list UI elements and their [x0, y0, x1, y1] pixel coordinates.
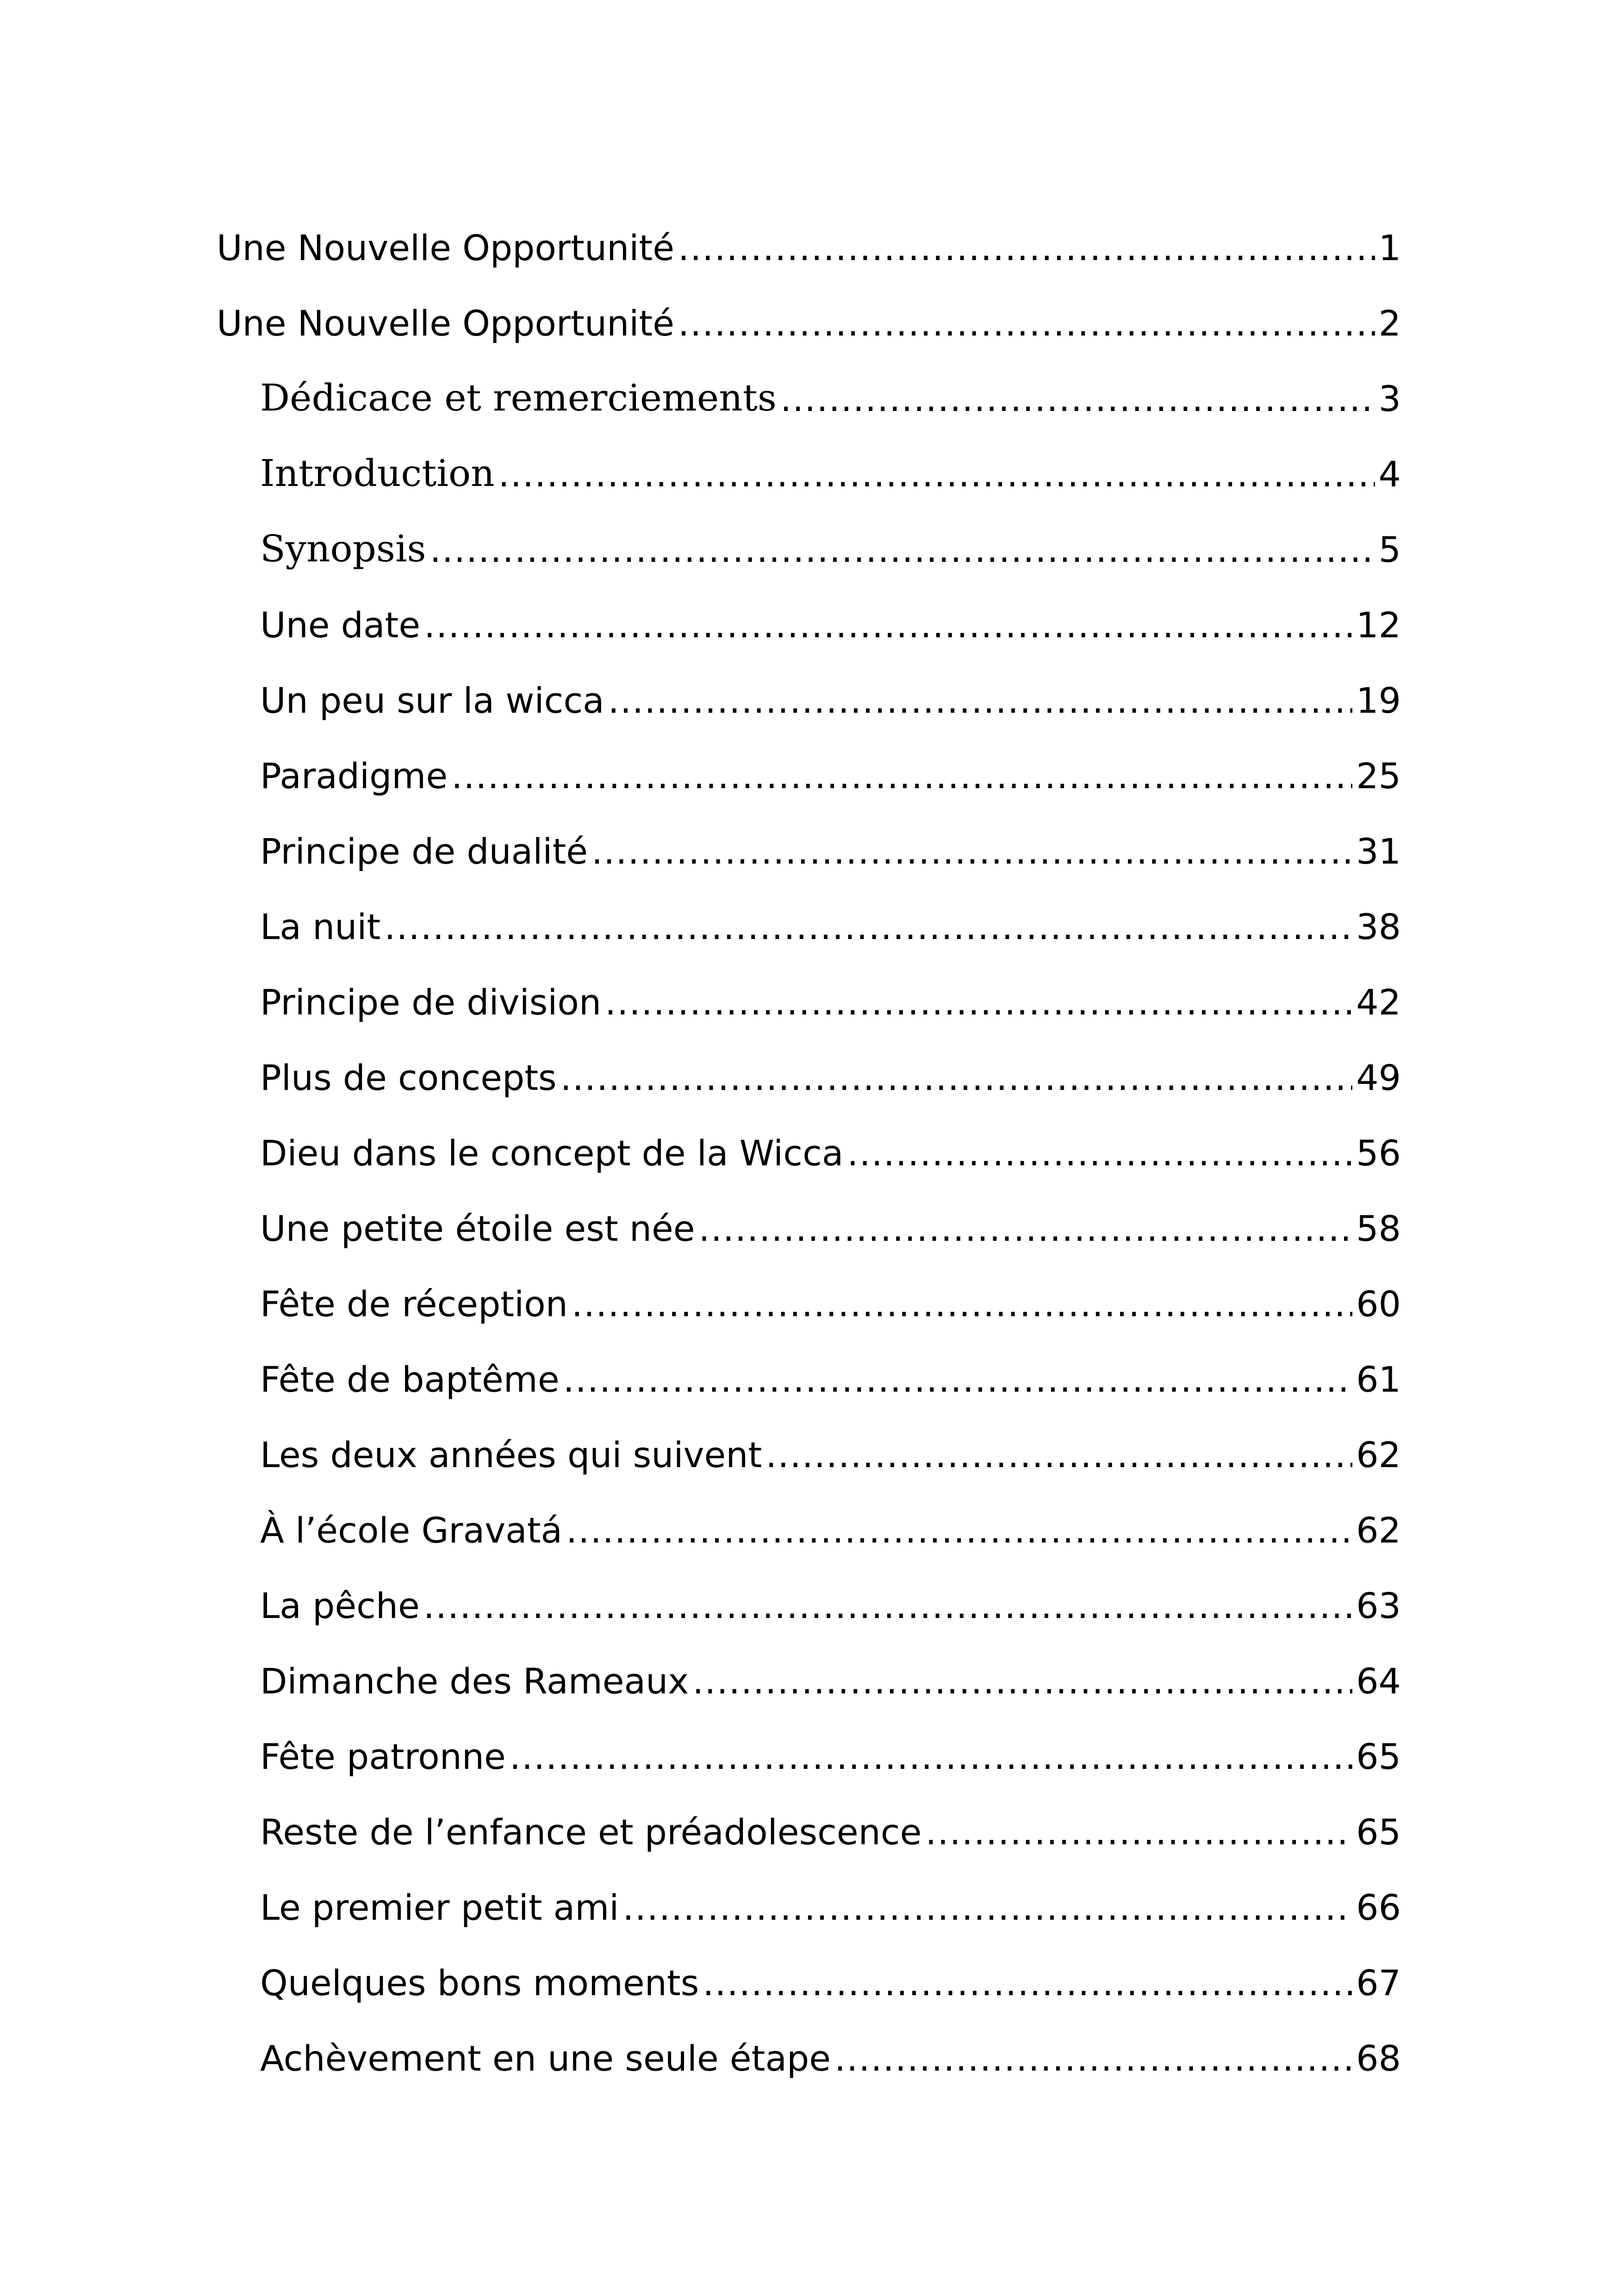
- dot-leader: [925, 1815, 1352, 1853]
- toc-entry[interactable]: [260, 1575, 1401, 1626]
- toc-entry[interactable]: [260, 746, 1401, 796]
- toc-entry-title: Reste de l’enfance et préadolescence: [260, 1811, 922, 1853]
- toc-entry-title: Fête de réception: [260, 1283, 568, 1325]
- toc-entry[interactable]: [260, 821, 1401, 872]
- dot-leader: [699, 1211, 1353, 1249]
- dot-leader: [566, 1513, 1352, 1551]
- toc-entry-title: Les deux années qui suivent: [260, 1434, 762, 1475]
- dot-leader: [703, 1966, 1352, 2004]
- toc-entry-title: Achèvement en une seule étape: [260, 2038, 831, 2079]
- toc-entry[interactable]: [260, 1198, 1401, 1249]
- toc-entry-page: 65: [1356, 1736, 1401, 1777]
- toc-entry-title: Dimanche des Rameaux: [260, 1661, 689, 1702]
- toc-entry-title: Synopsis: [260, 527, 426, 570]
- dot-leader: [424, 608, 1352, 646]
- toc-entry-title: Plus de concepts: [260, 1057, 557, 1098]
- toc-entry-title: Une Nouvelle Opportunité: [217, 227, 674, 268]
- toc-entry-title: Introduction: [260, 452, 495, 495]
- toc-entry-page: 1: [1378, 227, 1401, 268]
- toc-entry-title: À l’école Gravatá: [260, 1510, 563, 1551]
- toc-entry-title: Fête de baptême: [260, 1359, 560, 1400]
- toc-entry-title: Une date: [260, 604, 421, 646]
- toc-entry[interactable]: [260, 1349, 1401, 1400]
- toc-entry-page: 42: [1356, 982, 1401, 1023]
- toc-entry[interactable]: [260, 1047, 1401, 1098]
- toc-entry[interactable]: [217, 293, 1401, 344]
- toc-entry[interactable]: [260, 1500, 1401, 1551]
- dot-leader: [498, 457, 1375, 495]
- toc-entry-page: 63: [1356, 1585, 1401, 1626]
- dot-leader: [560, 1060, 1353, 1098]
- toc-entry-title: Dieu dans le concept de la Wicca: [260, 1132, 844, 1174]
- toc-entry-title: Fête patronne: [260, 1736, 506, 1777]
- toc-entry-title: Un peu sur la wicca: [260, 680, 604, 721]
- toc-entry-page: 49: [1356, 1057, 1401, 1098]
- toc-entry[interactable]: [260, 1802, 1401, 1853]
- toc-entry-page: 62: [1356, 1510, 1401, 1551]
- dot-leader: [591, 834, 1352, 872]
- dot-leader: [384, 909, 1352, 947]
- dot-leader: [678, 306, 1375, 344]
- toc-entry-page: 2: [1378, 303, 1401, 344]
- toc-entry-title: Paradigme: [260, 755, 448, 796]
- dot-leader: [430, 532, 1375, 570]
- toc-entry-title: Le premier petit ami: [260, 1887, 619, 1928]
- dot-leader: [780, 381, 1375, 419]
- dot-leader: [847, 1136, 1352, 1174]
- dot-leader: [622, 1890, 1352, 1928]
- toc-entry-page: 19: [1356, 680, 1401, 721]
- toc-entry-title: Une Nouvelle Opportunité: [217, 303, 674, 344]
- toc-entry-title: Principe de division: [260, 982, 602, 1023]
- dot-leader: [510, 1739, 1352, 1777]
- dot-leader: [605, 985, 1352, 1023]
- toc-entry[interactable]: [260, 1651, 1401, 1702]
- toc-entry[interactable]: [260, 444, 1401, 495]
- toc-entry[interactable]: [260, 595, 1401, 646]
- toc-entry[interactable]: [217, 218, 1401, 268]
- toc-entry-page: 64: [1356, 1661, 1401, 1702]
- toc-entry-page: 4: [1378, 454, 1401, 495]
- toc-entry[interactable]: [260, 1726, 1401, 1777]
- toc-entry-title: Principe de dualité: [260, 831, 588, 872]
- toc-entry-title: Quelques bons moments: [260, 1962, 699, 2004]
- toc-entry-title: La pêche: [260, 1585, 420, 1626]
- toc-entry-page: 31: [1356, 831, 1401, 872]
- toc-entry[interactable]: [260, 1425, 1401, 1475]
- toc-entry[interactable]: [260, 896, 1401, 947]
- toc-entry-page: 67: [1356, 1962, 1401, 2004]
- dot-leader: [678, 230, 1375, 268]
- toc-entry-page: 65: [1356, 1811, 1401, 1853]
- dot-leader: [608, 683, 1353, 721]
- toc-entry[interactable]: [260, 519, 1401, 570]
- dot-leader: [451, 759, 1352, 796]
- toc-entry[interactable]: [260, 972, 1401, 1023]
- toc-entry-page: 56: [1356, 1132, 1401, 1174]
- toc-entry-page: 58: [1356, 1208, 1401, 1249]
- toc-entry[interactable]: [260, 1123, 1401, 1174]
- toc-entry-page: 5: [1378, 529, 1401, 570]
- toc-entry-page: 12: [1356, 604, 1401, 646]
- toc-entry[interactable]: [260, 2028, 1401, 2079]
- toc-entry-page: 25: [1356, 755, 1401, 796]
- dot-leader: [572, 1287, 1352, 1325]
- toc-entry-page: 38: [1356, 906, 1401, 947]
- toc-entry-title: Dédicace et remerciements: [260, 376, 777, 419]
- toc-entry[interactable]: [260, 1877, 1401, 1928]
- toc-entry-page: 61: [1356, 1359, 1401, 1400]
- toc-entry[interactable]: [260, 1274, 1401, 1325]
- dot-leader: [563, 1362, 1353, 1400]
- dot-leader: [834, 2041, 1352, 2079]
- toc-entry[interactable]: [260, 1953, 1401, 2004]
- toc-entry-page: 60: [1356, 1283, 1401, 1325]
- toc-entry-page: 68: [1356, 2038, 1401, 2079]
- toc-entry-title: La nuit: [260, 906, 381, 947]
- toc-entry-page: 3: [1378, 378, 1401, 419]
- toc-entry-page: 66: [1356, 1887, 1401, 1928]
- toc-entry[interactable]: [260, 368, 1401, 419]
- toc-entry[interactable]: [260, 670, 1401, 721]
- dot-leader: [692, 1664, 1352, 1702]
- toc-entry-page: 62: [1356, 1434, 1401, 1475]
- dot-leader: [765, 1437, 1352, 1475]
- toc-entry-title: Une petite étoile est née: [260, 1208, 695, 1249]
- dot-leader: [423, 1588, 1352, 1626]
